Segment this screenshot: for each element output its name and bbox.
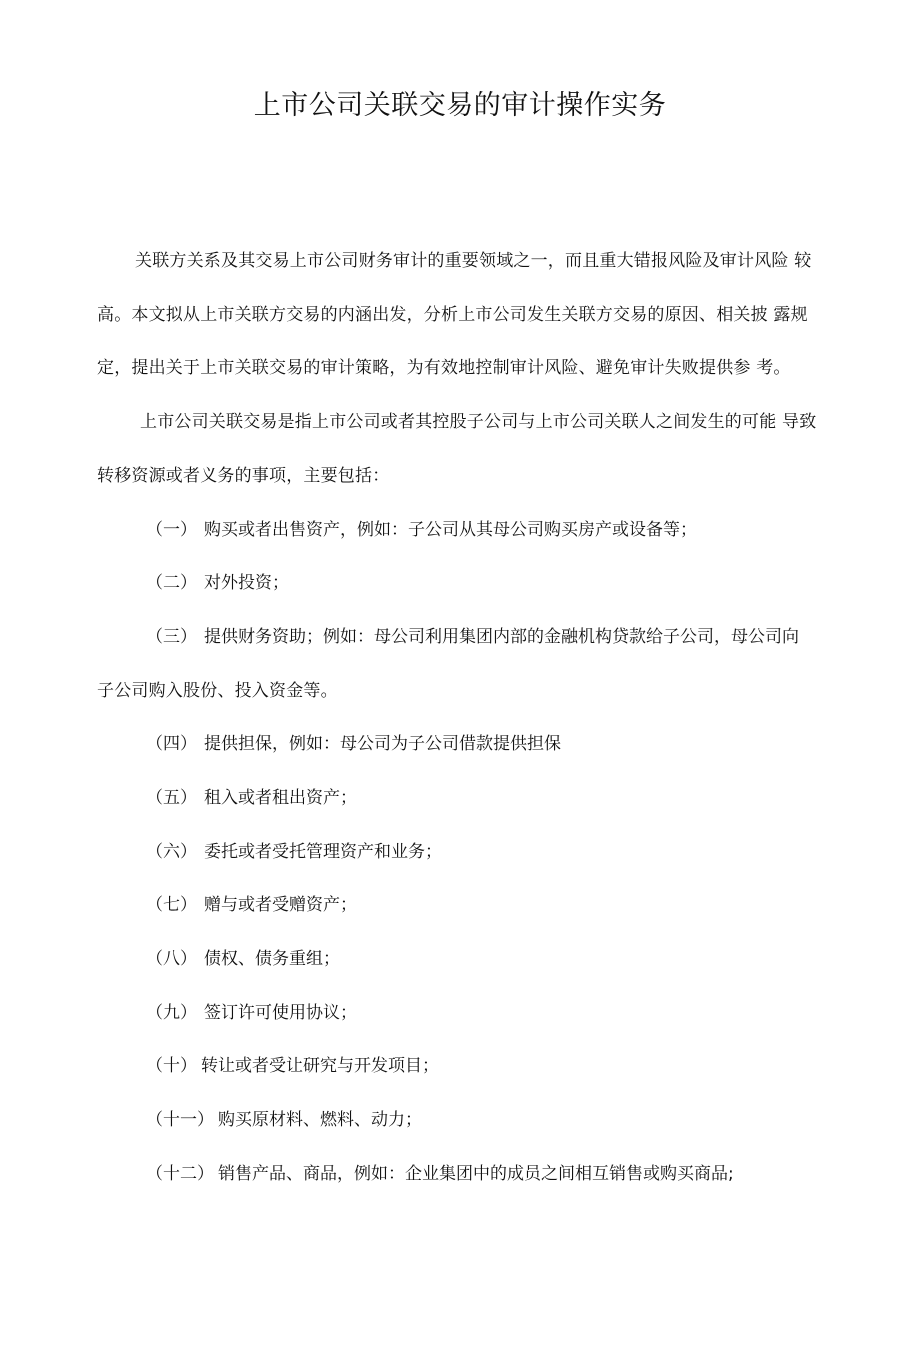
paragraph-1-line-3: 定，提出关于上市关联交易的审计策略，为有效地控制审计风险、避免审计失败提供参 考。: [97, 358, 791, 378]
list-item-number: （八）: [146, 949, 197, 969]
list-item-1: [146, 518, 697, 542]
list-item-text: 转让或者受让研究与开发项目；: [201, 1056, 439, 1076]
list-item-text: 赠与或者受赠资产；: [204, 895, 357, 915]
list-item-text: 销售产品、商品，例如：企业集团中的成员之间相互销售或购买商品;: [218, 1164, 734, 1184]
list-item-text: 购买原材料、燃料、动力；: [218, 1110, 422, 1130]
paragraph-2-line-2: 转移资源或者义务的事项，主要包括：: [97, 466, 390, 486]
paragraph-1-line-2: 高。本文拟从上市关联方交易的内涵出发，分析上市公司发生关联方交易的原因、相关披 露规: [97, 305, 808, 325]
document-title: 上市公司关联交易的审计操作实务: [253, 90, 667, 121]
list-item-number: （九）: [146, 1003, 197, 1023]
list-item-number: （一）: [146, 520, 197, 540]
list-item-text: 提供财务资助；例如：母公司利用集团内部的金融机构贷款给子公司，母公司向: [204, 627, 799, 647]
list-item-11: [146, 1108, 422, 1132]
list-item-8: [146, 947, 340, 971]
list-item-number: （三）: [146, 627, 197, 647]
list-item-text: 签订许可使用协议；: [204, 1003, 357, 1023]
list-item-6: [146, 840, 442, 864]
list-item-text: 债权、债务重组；: [204, 949, 340, 969]
list-item-5: [146, 786, 357, 810]
list-item-4: [146, 732, 561, 756]
list-item-number: （十）: [146, 1056, 197, 1076]
list-item-7: [146, 893, 357, 917]
list-item-text: 对外投资；: [204, 573, 289, 593]
list-item-number: （二）: [146, 573, 197, 593]
list-item-number: （七）: [146, 895, 197, 915]
list-item-text: 提供担保，例如：母公司为子公司借款提供担保: [204, 734, 561, 754]
list-item-number: （五）: [146, 788, 197, 808]
list-item-text: 租入或者租出资产；: [204, 788, 357, 808]
paragraph-2-line-1: 上市公司关联交易是指上市公司或者其控股子公司与上市公司关联人之间发生的可能 导致: [140, 412, 817, 432]
list-item-2: [146, 571, 289, 595]
list-item-number: （四）: [146, 734, 197, 754]
list-item-text: 购买或者出售资产，例如：子公司从其母公司购买房产或设备等；: [204, 520, 697, 540]
list-item-3: [146, 625, 799, 649]
list-item-text: 委托或者受托管理资产和业务；: [204, 842, 442, 862]
list-item-12: [146, 1162, 734, 1186]
paragraph-1-line-1: 关联方关系及其交易上市公司财务审计的重要领域之一，而且重大错报风险及审计风险 较: [135, 251, 812, 271]
list-item-10: [146, 1054, 439, 1078]
list-item-3-continuation: 子公司购入股份、投入资金等。: [97, 681, 338, 701]
list-item-number: （十二）: [146, 1164, 214, 1184]
list-item-number: （六）: [146, 842, 197, 862]
list-item-number: （十一）: [146, 1110, 214, 1130]
list-item-9: [146, 1001, 357, 1025]
